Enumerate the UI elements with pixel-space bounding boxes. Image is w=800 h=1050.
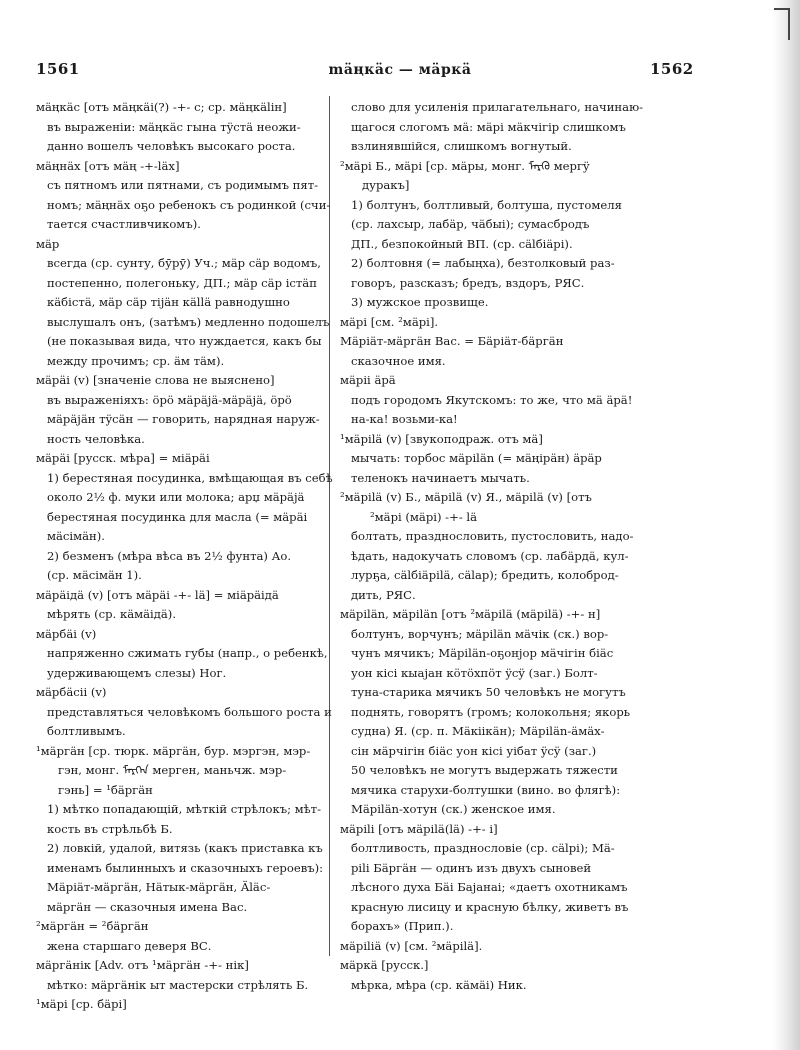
entry-text-line: ность человѣка.	[47, 431, 145, 446]
entry-text-line: 2) ловкiй, удалой, витязь (какъ приставка къ	[47, 841, 323, 855]
entry-headword-line: мäркä [русск.]	[340, 958, 429, 972]
entry-text-line: мѣрка, мѣра (ср. кäмäi) Ник.	[351, 977, 527, 992]
entry-text-line: сiн мäрчiгiн бiäс уон кiсi уiбат ÿсÿ (заг.)	[351, 743, 597, 758]
entry-headword-line: Мäрiäт-мäргäн Вас. = Бäрiäт-бäргäн	[340, 334, 564, 348]
entry-text-line: около 2½ ф. муки или молока; арџ мäрäjä	[47, 490, 305, 504]
entry-headword-line: мäрäi [русск. мѣра] = мiäрäi	[36, 451, 210, 465]
entry-text-line: болтать, празднословить, пустословить, надо-	[351, 529, 634, 543]
right-column	[340, 98, 644, 995]
entry-headword-line: мäр	[36, 236, 60, 251]
entry-text-line: гэн, монг. ᠮᠡᠷᠭᠡᠨ мерген, маньчж. мэр-	[58, 763, 287, 777]
entry-text-line: Мäрilän-хотун (ск.) женское имя.	[351, 802, 556, 816]
entry-headword-line: мäңнäх [отъ мäң -+-läх]	[36, 158, 180, 173]
entry-headword-line: мäрäi (v) [значенiе слова не выяснено]	[36, 373, 275, 387]
entry-text-line: поднять, говорятъ (громъ; колокольня; якорь	[351, 704, 631, 719]
entry-text-line: щагося слогомъ мä: мäрi мäкчiгiр слишкомъ	[351, 119, 626, 134]
entry-text-line: напряженно сжимать губы (напр., о ребенкѣ,	[47, 646, 328, 660]
entry-headword-line: ²мäрi Б., мäрi [ср. мäры, монг. ᠮᠡᠷᠭᠦ мергÿ	[340, 158, 590, 173]
entry-text-line: 2) безменъ (мѣра вѣса въ 2½ фунта) Ао.	[47, 548, 292, 563]
entry-text-line: Мäрiäт-мäргäн, Нäтык-мäргäн, Äläс-	[47, 880, 271, 894]
entry-text-line: ѣдать, надокучать словомъ (ср. лабäрдä, кул-	[351, 548, 629, 563]
entry-text-line: борахъ» (Прип.).	[351, 919, 454, 933]
entry-headword-line: мäрäiдä (v) [отъ мäрäi -+- lä] = мiäрäiдä	[36, 587, 279, 602]
entry-text-line: (ср. мäсiмäн 1).	[47, 568, 142, 582]
entry-text-line: берестяная посудинка для масла (= мäрäi	[47, 509, 308, 524]
entry-text-line: чунъ мячикъ; Мäрilän-оҕонјор мäчiгiн бiäс	[351, 646, 614, 660]
entry-headword-line: мäрiliä (v) [см. ²мäрilä].	[340, 938, 483, 953]
entry-text-line: именамъ былинныхъ и сказочныхъ героевъ):	[47, 860, 324, 875]
entry-headword-line: ²мäргäн = ²бäргäн	[36, 919, 149, 933]
entry-text-line: болтливымъ.	[47, 724, 126, 738]
entry-headword-line: мäрii äрä	[340, 373, 396, 387]
entry-text-line: мäсiмäн).	[47, 529, 105, 543]
entry-text-line: (не показывая вида, что нуждается, какъ бы	[47, 334, 322, 348]
entry-text-line: уон кiсi кыајан кöтöхпöт ÿсÿ (заг.) Болт-	[351, 665, 598, 680]
entry-headword-line: ¹мäрilä (v) [звукоподраж. отъ мä]	[340, 431, 543, 446]
entry-text-line: представляться человѣкомъ большого роста и	[47, 704, 332, 719]
entry-headword-line: мäңкäс [отъ мäңкäi(?) -+- с; ср. мäңкäliн]	[36, 100, 287, 114]
entry-text-line: болтливость, празднословiе (ср. сälрi); Мä-	[351, 841, 615, 855]
entry-text-line: съ пятномъ или пятнами, съ родимымъ пят-	[47, 178, 319, 192]
entry-text-line: рilі Бäргäн — одинъ изъ двухъ сыновей	[351, 860, 592, 875]
scan-page-edge	[772, 0, 800, 1050]
entry-headword-line: мäрбäсii (v)	[36, 685, 107, 699]
entry-text-line: 1) болтунъ, болтливый, болтуша, пустомеля	[351, 197, 622, 212]
entry-headword-line: мäрбäi (v)	[36, 626, 97, 641]
entry-text-line: сказочное имя.	[351, 353, 446, 368]
column-divider	[329, 96, 330, 956]
entry-headword-line: мäргäнiк [Adv. отъ ¹мäргäн -+- нiк]	[36, 958, 249, 972]
entry-text-line: мäрäјäн тÿсäн — говорить, нарядная наруж-	[47, 412, 320, 426]
entry-text-line: туна-старика мячикъ 50 человѣкъ не могутъ	[351, 685, 626, 699]
entry-text-line: мäргäн — сказочныя имена Вас.	[47, 899, 248, 914]
entry-text-line: кäбiстä, мäр сäр тiјäн кällä равнодушно	[47, 295, 290, 309]
entry-text-line: болтунъ, ворчунъ; мäрilän мäчiк (ск.) вор-	[351, 626, 609, 641]
entry-text-line: взлинявшiйся, слишкомъ вогнутый.	[351, 139, 572, 153]
left-page-number: 1561	[36, 60, 80, 78]
guide-words: mäңкäс — мäркä	[328, 62, 472, 78]
entry-text-line: говоръ, разсказъ; бредъ, вздоръ, РЯС.	[351, 275, 585, 290]
entry-text-line: между прочимъ; ср. äм тäм).	[47, 353, 225, 368]
entry-text-line: 1) берестяная посудинка, вмѣщающая въ себѣ	[47, 470, 333, 485]
entry-text-line: теленокъ начинаетъ мычать.	[351, 470, 530, 485]
entry-headword-line: мäрilі [отъ мäрilä(lä) -+- i]	[340, 821, 498, 836]
entry-text-line: выслушалъ онъ, (затѣмъ) медленно подошелъ	[47, 314, 330, 329]
entry-headword-line: ¹мäрi [ср. бäрi]	[36, 997, 127, 1011]
scan-corner-mark	[774, 8, 790, 40]
entry-text-line: ²мäрi (мäрi) -+- lä	[370, 509, 478, 524]
entry-text-line: красную лисицу и красную бѣлку, живетъ въ	[351, 899, 629, 914]
entry-text-line: мячика старухи-болтушки (вино. во флягѣ):	[351, 782, 621, 797]
entry-headword-line: мäрi [см. ²мäрi].	[340, 314, 439, 329]
entry-text-line: жена старшаго деверя ВС.	[47, 938, 212, 953]
entry-text-line: на-ка! возьми-ка!	[351, 412, 458, 426]
entry-text-line: кость въ стрѣльбѣ Б.	[47, 821, 173, 836]
entry-text-line: въ выраженiяхъ: öрö мäрäјä-мäрäјä, öрö	[47, 392, 292, 407]
entry-text-line: номъ; мäңнäх оҕо ребенокъ съ родинкой (счи-	[47, 197, 331, 212]
entry-text-line: данно вошелъ человѣкъ высокаго роста.	[47, 139, 296, 153]
entry-text-line: 1) мѣтко попадающiй, мѣткiй стрѣлокъ; мѣт-	[47, 802, 322, 816]
entry-text-line: судна) Я. (ср. п. Мäкiiкäн); Мäрilän-äмäх-	[351, 724, 605, 738]
right-page-number: 1562	[650, 60, 694, 78]
entry-headword-line: ¹мäргäн [ср. тюрк. мäргäн, бур. мэргэн, мэр-	[36, 743, 311, 758]
entry-headword-line: ²мäрilä (v) Б., мäрilä (v) Я., мäрilä (v) [отъ	[340, 490, 592, 504]
entry-text-line: лѣсного духа Бäi Бајанаi; «даетъ охотникамъ	[351, 880, 628, 894]
entry-text-line: тается счастливчикомъ).	[47, 217, 201, 231]
entry-text-line: мѣтко: мäргäнiк ыт мастерски стрѣлять Б.	[47, 977, 309, 992]
entry-text-line: удерживающемъ слезы) Ног.	[47, 665, 227, 680]
entry-text-line: всегда (ср. сунту, бӯрӯ) Уч.; мäр сäр водомъ,	[47, 256, 321, 270]
entry-text-line: лурҕа, сälбiäрilä, сälар); бредить, колоброд-	[351, 568, 619, 582]
entry-text-line: слово для усиленiя прилагательнаго, начинаю-	[351, 100, 644, 114]
entry-text-line: дить, РЯС.	[351, 587, 416, 602]
entry-text-line: 3) мужское прозвище.	[351, 295, 489, 309]
entry-text-line: дуракъ]	[362, 178, 410, 192]
entry-text-line: (ср. лахсыр, лабäр, чäбыi); сумасбродъ	[351, 217, 590, 231]
entry-text-line: мѣрять (ср. кäмäiдä).	[47, 607, 177, 621]
left-column	[36, 98, 333, 1015]
entry-text-line: подъ городомъ Якутскомъ: то же, что мä äрä!	[351, 392, 633, 407]
entry-text-line: въ выраженiи: мäңкäс гына тÿстä неожи-	[47, 119, 301, 134]
entry-headword-line: мäрilän, мäрilän [отъ ²мäрilä (мäрilä) -+- н]	[340, 607, 601, 621]
entry-text-line: 50 человѣкъ не могутъ выдержать тяжести	[351, 763, 618, 777]
entry-text-line: ДП., безпокойный ВП. (ср. сälбiäрi).	[351, 236, 573, 251]
entry-text-line: постепенно, полегоньку, ДП.; мäр сäр істäп	[47, 275, 317, 290]
entry-text-line: мычать: торбос мäрilän (= мäңiрäн) äрäр	[351, 451, 602, 465]
entry-text-line: гэнь] = ¹бäргäн	[58, 782, 153, 797]
entry-text-line: 2) болтовня (= лабыңха), безтолковый раз-	[351, 256, 615, 270]
